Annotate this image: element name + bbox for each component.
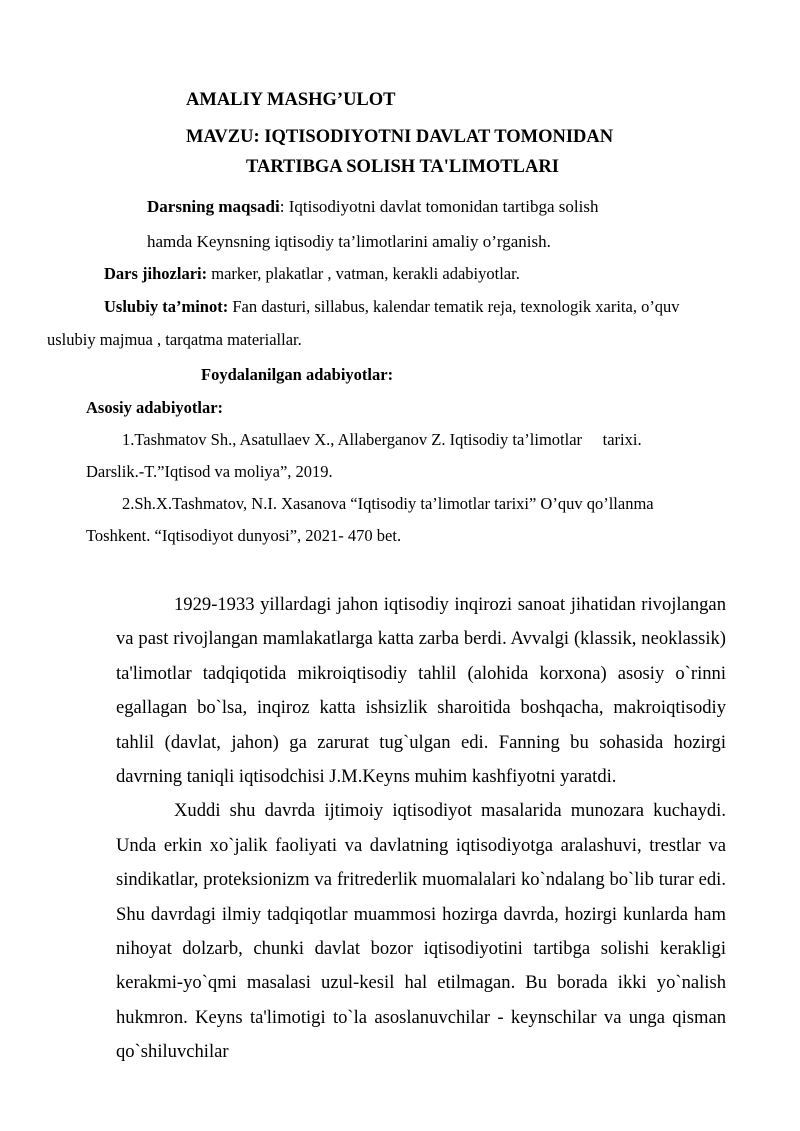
lesson-equipment	[104, 264, 520, 284]
literature-item-1: 1.Tashmatov Sh., Asatullaev X., Allaberganov Z. Iqtisodiy ta’limotlar tarixi.	[122, 430, 642, 449]
methodical-support-text: Fan dasturi, sillabus, kalendar tematik reja, texnologik xarita, o’quv	[228, 297, 680, 316]
topic-title-line-1: MAVZU: IQTISODIYOTNI DAVLAT TOMONIDAN	[186, 127, 614, 147]
literature-title: Foydalanilgan adabiyotlar:	[201, 365, 394, 384]
lesson-purpose-label: Darsning maqsadi	[147, 197, 280, 216]
lesson-purpose-text: : Iqtisodiyotni davlat tomonidan tartibga solish	[279, 197, 599, 216]
paragraph-1: 1929-1933 yillardagi jahon iqtisodiy inqirozi sanoat jihatidan rivojlangan va past rivojlangan mamlakatlarga katta zarba berdi. Avvalgi (klassik, neoklassik) ta'limotlar tadqiqotida mikroiqtisodiy tahlil (alohida korxona) asosiy o`rinni egallagan bo`lsa, inqiroz katta ishsizlik sharoitida boshqacha, makroiqtisodiy tahlil (davlat, jahon) ga zarurat tug`ulgan edi. Fanning bu sohasida hozirgi davrning taniqli iqtisodchisi J.M.Keyns muhim kashfiyotni yaratdi.	[116, 594, 726, 788]
methodical-support-continued: uslubiy majmua , tarqatma materiallar.	[47, 330, 302, 349]
methodical-support	[104, 297, 680, 317]
methodical-support-label: Uslubiy ta’minot:	[104, 297, 229, 316]
literature-item-2-continued: Toshkent. “Iqtisodiyot dunyosi”, 2021- 470 bet.	[86, 526, 402, 545]
main-text	[116, 588, 726, 1070]
literature-item-1-continued: Darslik.-T.”Iqtisod va moliya”, 2019.	[86, 462, 333, 481]
main-literature-title: Asosiy adabiyotlar:	[86, 398, 224, 417]
lesson-equipment-text: marker, plakatlar , vatman, kerakli adabiyotlar.	[207, 264, 520, 283]
lesson-purpose	[147, 197, 598, 217]
practical-lesson-title: AMALIY MASHG’ULOT	[186, 90, 396, 110]
literature-item-2: 2.Sh.X.Tashmatov, N.I. Xasanova “Iqtisodiy ta’limotlar tarixi” O’quv qo’llanma	[122, 494, 654, 513]
lesson-purpose-continued: hamda Keynsning iqtisodiy ta’limotlarini amaliy o’rganish.	[147, 232, 551, 251]
paragraph-2: Xuddi shu davrda ijtimoiy iqtisodiyot masalarida munozara kuchaydi. Unda erkin xo`jalik faoliyati va davlatning iqtisodiyotga aralashuvi, trestlar va sindikatlar, proteksionizm va fritrederlik muomalalari ko`ndalang bo`lib turar edi. Shu davrdagi ilmiy tadqiqotlar muammosi hozirga davrda, hozirgi kunlarda ham nihoyat dolzarb, chunki davlat bozor iqtisodiyotini tartibga solishi kerakligi kerakmi-yo`qmi masalasi uzul-kesil hal etilmagan. Bu borada ikki yo`nalish hukmron. Keyns ta'limotigi to`la asoslanuvchilar - keynschilar va unga qisman qo`shiluvchilar	[116, 800, 726, 1063]
topic-title-line-2: TARTIBGA SOLISH TA'LIMOTLARI	[246, 157, 559, 177]
lesson-equipment-label: Dars jihozlari:	[104, 264, 208, 283]
